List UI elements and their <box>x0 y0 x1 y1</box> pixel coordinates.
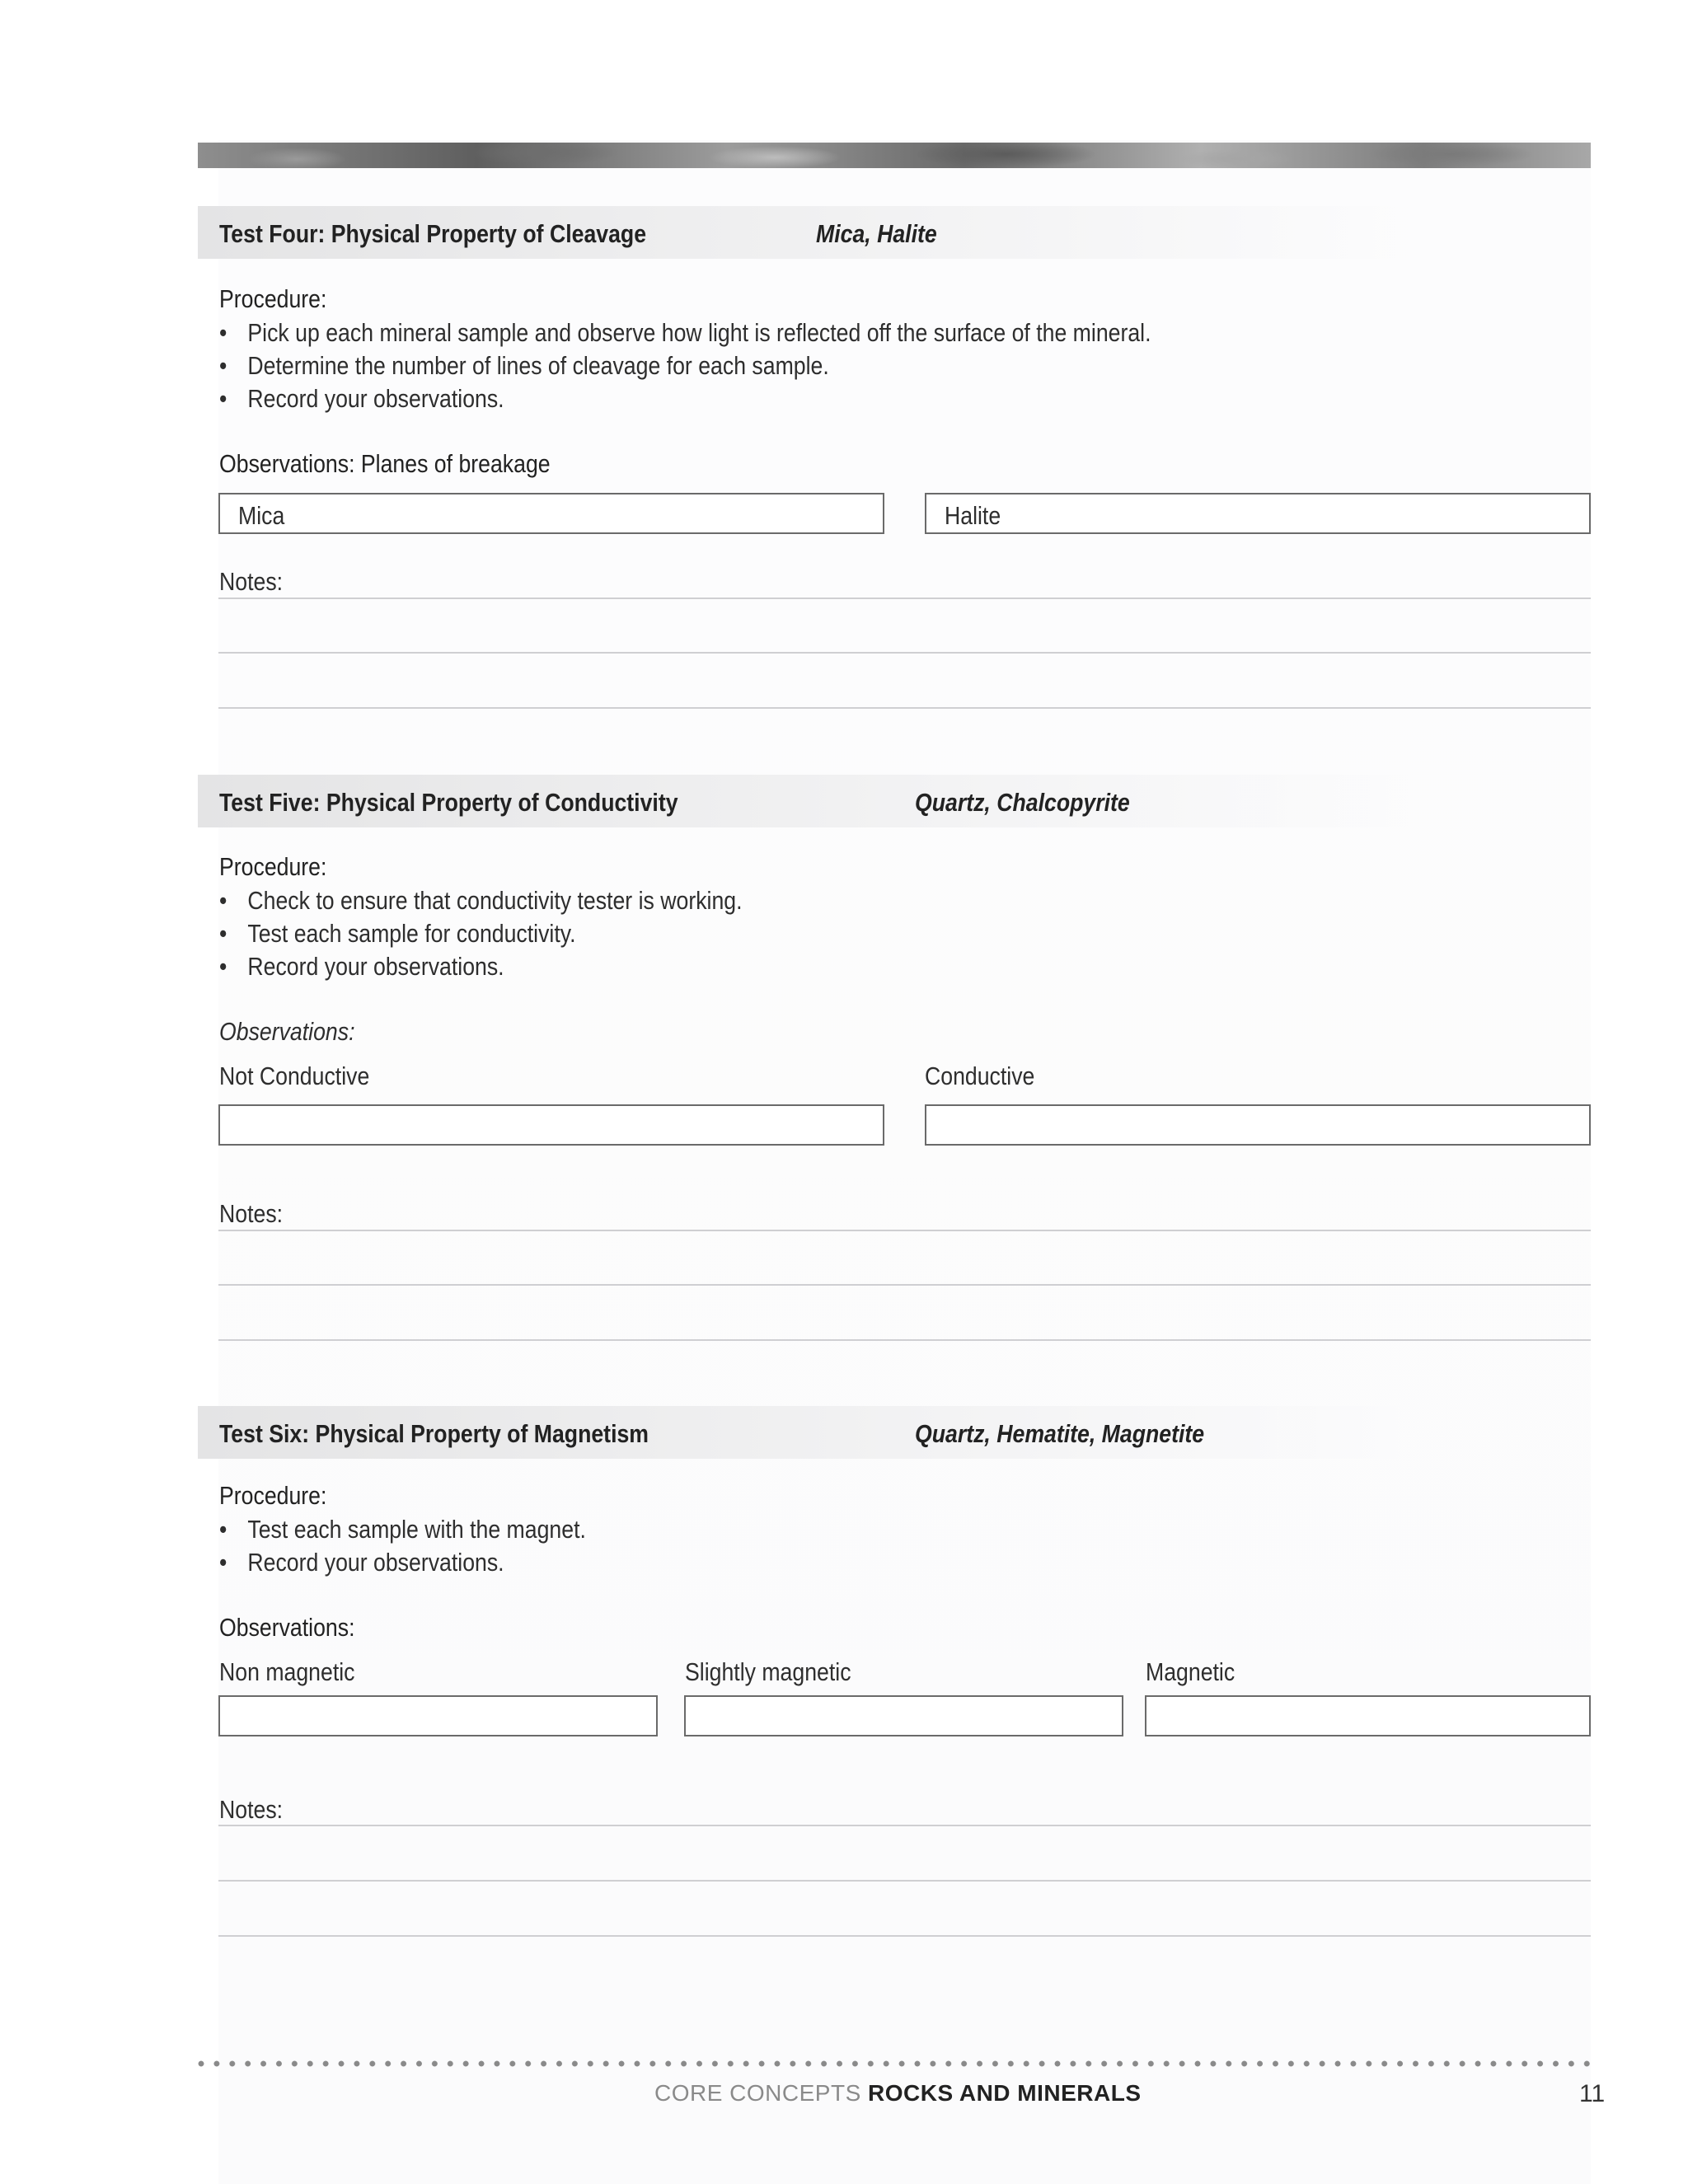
not-conductive-label: Not Conductive <box>219 1062 370 1090</box>
procedure-step: • Record your observations. <box>219 1546 586 1579</box>
footer-series: CORE CONCEPTS <box>654 2080 861 2106</box>
test-six-notes-line[interactable] <box>218 1935 1591 1937</box>
test-six-procedure-label: Procedure: <box>219 1481 327 1510</box>
test-four-notes-line[interactable] <box>218 652 1591 654</box>
test-six-title: Test Six: Physical Property of Magnetism <box>219 1419 649 1448</box>
test-five-notes-line[interactable] <box>218 1339 1591 1341</box>
mica-field-label: Mica <box>238 501 285 530</box>
procedure-step: • Pick up each mineral sample and observe how light is reflected off the surface of the mineral. <box>219 316 1151 349</box>
test-six-notes-label: Notes: <box>219 1795 284 1824</box>
test-five-minerals: Quartz, Chalcopyrite <box>915 788 1130 817</box>
conductive-field[interactable] <box>925 1104 1591 1146</box>
test-five-observations-label: Observations: <box>219 1017 355 1046</box>
magnetic-label: Magnetic <box>1146 1657 1236 1686</box>
procedure-step: • Test each sample for conductivity. <box>219 917 743 950</box>
test-four-observations-label: Observations: Planes of breakage <box>219 449 551 478</box>
halite-observation-field[interactable] <box>925 493 1591 534</box>
footer-dotted-divider <box>198 2060 1591 2069</box>
procedure-step: • Check to ensure that conductivity tester is working. <box>219 884 743 917</box>
rock-texture-banner <box>198 143 1591 168</box>
slightly-magnetic-label: Slightly magnetic <box>685 1657 851 1686</box>
non-magnetic-label: Non magnetic <box>219 1657 355 1686</box>
procedure-step: • Record your observations. <box>219 382 1151 415</box>
test-four-header <box>198 206 1409 259</box>
test-five-procedure-label: Procedure: <box>219 852 327 881</box>
not-conductive-field[interactable] <box>218 1104 884 1146</box>
test-four-notes-line[interactable] <box>218 598 1591 599</box>
test-five-title: Test Five: Physical Property of Conductivity <box>219 788 678 817</box>
procedure-step: • Test each sample with the magnet. <box>219 1513 586 1546</box>
page-number: 11 <box>1579 2080 1606 2107</box>
procedure-step: • Record your observations. <box>219 950 743 983</box>
test-five-header <box>198 775 1409 827</box>
test-five-notes-line[interactable] <box>218 1284 1591 1286</box>
test-four-minerals: Mica, Halite <box>816 219 937 248</box>
footer-book-title: ROCKS AND MINERALS <box>868 2080 1142 2106</box>
conductive-label: Conductive <box>925 1062 1035 1090</box>
magnetic-field[interactable] <box>1145 1695 1591 1736</box>
non-magnetic-field[interactable] <box>218 1695 658 1736</box>
test-four-notes-line[interactable] <box>218 707 1591 709</box>
test-six-notes-line[interactable] <box>218 1825 1591 1826</box>
test-five-notes-line[interactable] <box>218 1230 1591 1231</box>
page-background <box>218 140 1591 2184</box>
mica-observation-field[interactable] <box>218 493 884 534</box>
test-six-notes-line[interactable] <box>218 1880 1591 1882</box>
test-four-procedure-steps <box>219 316 1303 415</box>
test-six-observations-label: Observations: <box>219 1613 355 1642</box>
procedure-step: • Determine the number of lines of cleavage for each sample. <box>219 349 1151 382</box>
test-five-notes-label: Notes: <box>219 1199 284 1228</box>
halite-field-label: Halite <box>945 501 1001 530</box>
test-six-header <box>198 1406 1409 1459</box>
test-six-procedure-steps <box>219 1513 645 1579</box>
test-five-procedure-steps <box>219 884 828 983</box>
slightly-magnetic-field[interactable] <box>684 1695 1123 1736</box>
test-four-title: Test Four: Physical Property of Cleavage <box>219 219 647 248</box>
test-four-notes-label: Notes: <box>219 567 284 596</box>
test-six-minerals: Quartz, Hematite, Magnetite <box>915 1419 1205 1448</box>
test-four-procedure-label: Procedure: <box>219 284 327 313</box>
